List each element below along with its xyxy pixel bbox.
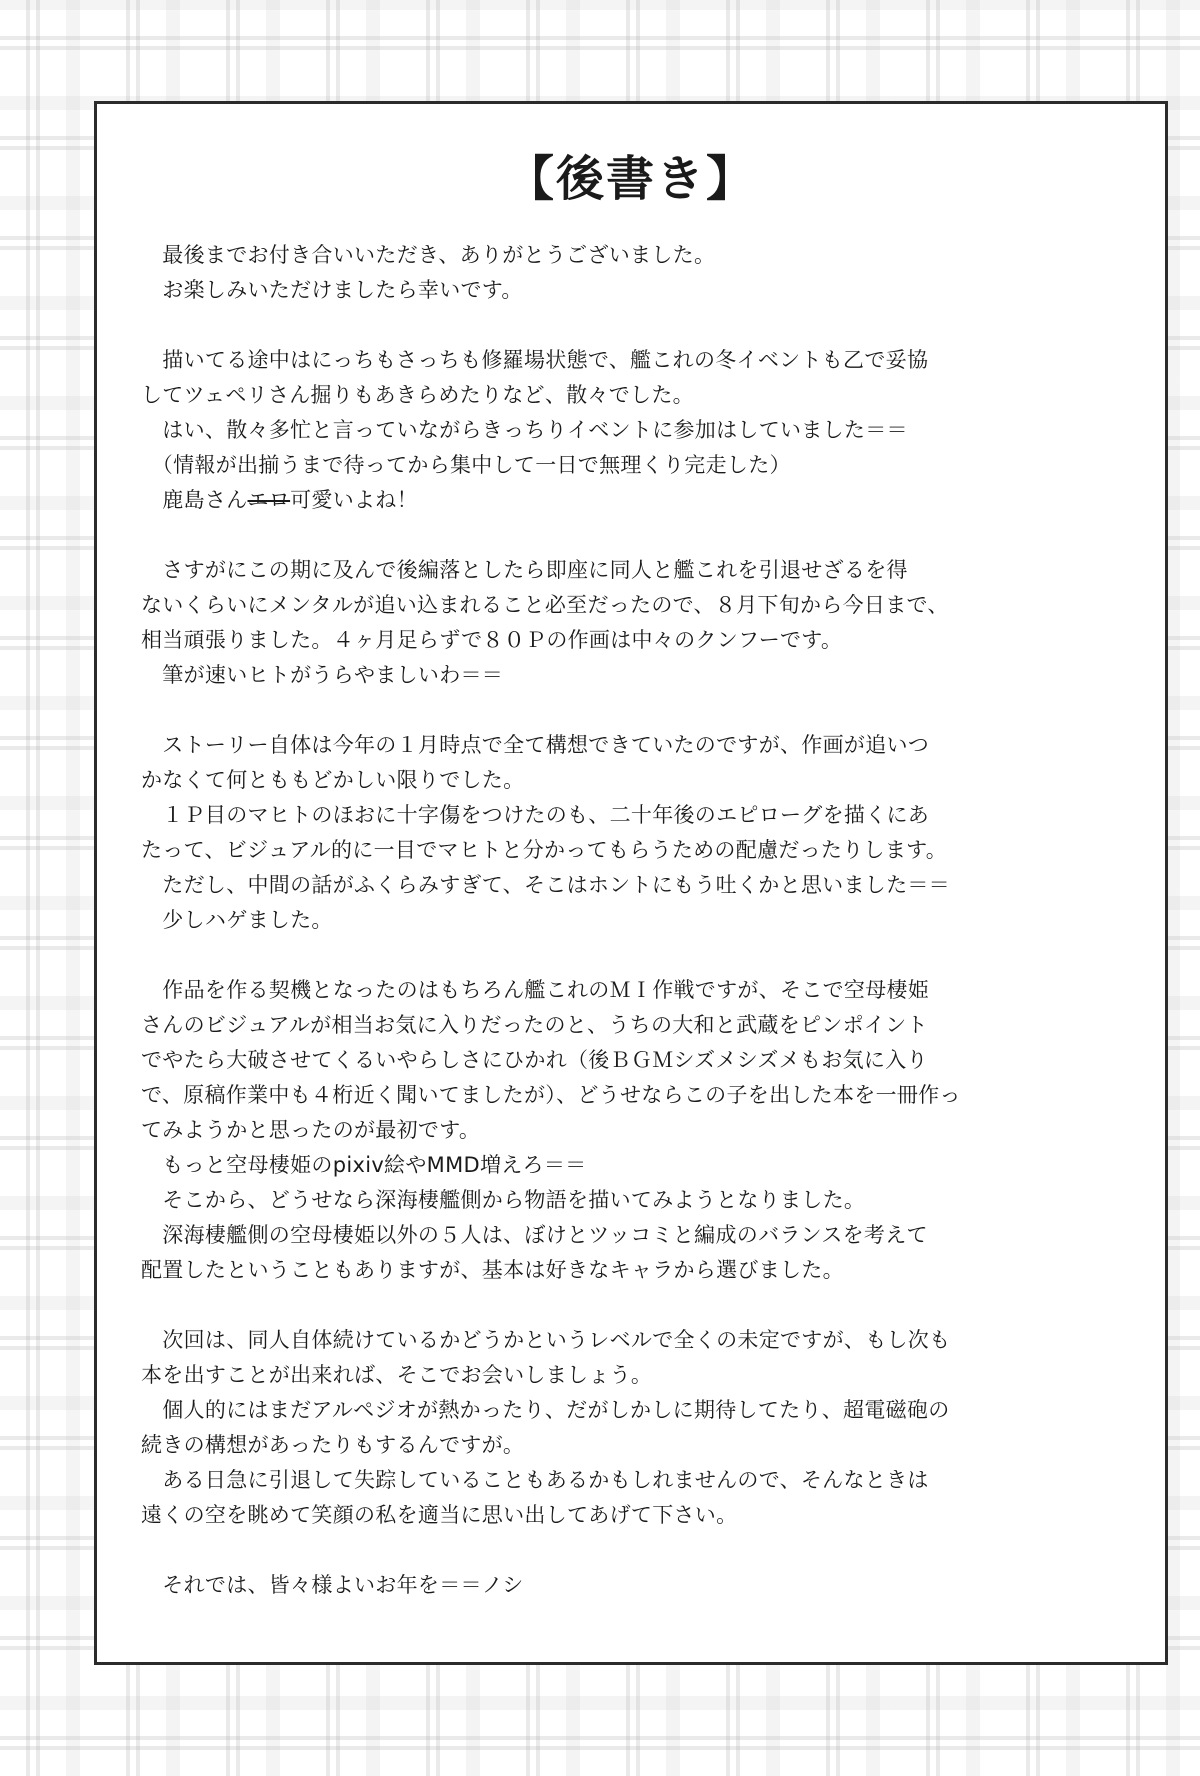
text-line: 深海棲艦側の空母棲姫以外の５人は、ぼけとツッコミと編成のバランスを考えて [141,1223,928,1247]
text-line: さんのビジュアルが相当お気に入りだったのと、うちの大和と武蔵をピンポイント [141,1013,928,1037]
text-line: 個人的にはまだアルペジオが熱かったり、だがしかしに期待してたり、超電磁砲の [141,1398,950,1422]
text-line: 次回は、同人自体続けているかどうかというレベルで全くの未定ですが、もし次も [141,1328,951,1352]
paragraph-event [141,343,1141,518]
text-line: 筆が速いヒトがうらやましいわ＝＝ [141,663,504,687]
text-line: てみようかと思ったのが最初です。 [141,1118,481,1142]
text-line-with-strikethrough [141,483,1141,518]
paragraph-story [141,728,1141,938]
struck-word: エロ [247,488,291,512]
text-line: １Ｐ目のマヒトのほおに十字傷をつけたのも、二十年後のエピローグを描くにあ [141,803,930,827]
text-line: それでは、皆々様よいお年を＝＝ノシ [141,1573,524,1597]
text-line: 相当頑張りました。４ヶ月足らずで８０Ｐの作画は中々のクンフーです。 [141,628,843,652]
text-line: で、原稿作業中も４桁近く聞いてましたが）、どうせならこの子を出した本を一冊作っ [141,1083,961,1107]
text-line: 配置したということもありますが、基本は好きなキャラから選びました。 [141,1258,844,1282]
text-line: （情報が出揃うまで待ってから集中して一日で無理くり完走した） [141,453,791,477]
text-line: でやたら大破させてくるいやらしさにひかれ（後ＢＧＭシズメシズメもお気に入り [141,1048,928,1072]
text-line: お楽しみいただけましたら幸いです。 [141,278,523,302]
text-line: ストーリー自体は今年の１月時点で全て構想できていたのですが、作画が追いつ [141,733,930,757]
text-line: もっと空母棲姫のpixiv絵やMMD増えろ＝＝ [141,1153,587,1177]
paragraph-motivation [141,973,1141,1288]
paragraph-closing [141,1568,1141,1603]
paragraph-effort [141,553,1141,693]
text-line: ある日急に引退して失踪していることもあるかもしれませんので、そんなときは [141,1468,929,1492]
text-line: さすがにこの期に及んで後編落としたら即座に同人と艦これを引退せざるを得 [141,558,908,582]
text-line: 最後までお付き合いいただき、ありがとうございました。 [141,243,716,267]
text-line: 描いてる途中はにっちもさっちも修羅場状態で、艦これの冬イベントも乙で妥協 [141,348,929,372]
text-line: 続きの構想があったりもするんですが。 [141,1433,525,1457]
paragraph-next-time [141,1323,1141,1533]
text-line: 少しハゲました。 [141,908,333,932]
page-title: 【後書き】 [505,151,756,207]
text-line: ただし、中間の話がふくらみすぎて、そこはホントにもう吐くかと思いました＝＝ [141,873,950,897]
text-line: 作品を作る契機となったのはもちろん艦これのＭＩ作戦ですが、そこで空母棲姫 [141,978,930,1002]
text-line: してツェペリさん掘りもあきらめたりなど、散々でした。 [141,383,694,407]
text-line: 本を出すことが出来れば、そこでお会いしましょう。 [141,1363,653,1387]
text-line: かなくて何とももどかしい限りでした。 [141,768,525,792]
text-line: 遠くの空を眺めて笑顔の私を適当に思い出してあげて下さい。 [141,1503,738,1527]
text-line: そこから、どうせなら深海棲艦側から物語を描いてみようとなりました。 [141,1188,866,1212]
text-line: はい、散々多忙と言っていながらきっちりイベントに参加はしていました＝＝ [141,418,908,442]
paragraph-thanks [141,238,1141,308]
afterword-body [141,238,1141,1603]
text-fragment: 鹿島さん [141,488,248,512]
afterword-panel [94,101,1168,1665]
text-line: ないくらいにメンタルが追い込まれること必至だったので、８月下旬から今日まで、 [141,593,949,617]
text-fragment: 可愛いよね！ [290,488,418,512]
text-line: たって、ビジュアル的に一目でマヒトと分かってもらうための配慮だったりします。 [141,838,948,862]
